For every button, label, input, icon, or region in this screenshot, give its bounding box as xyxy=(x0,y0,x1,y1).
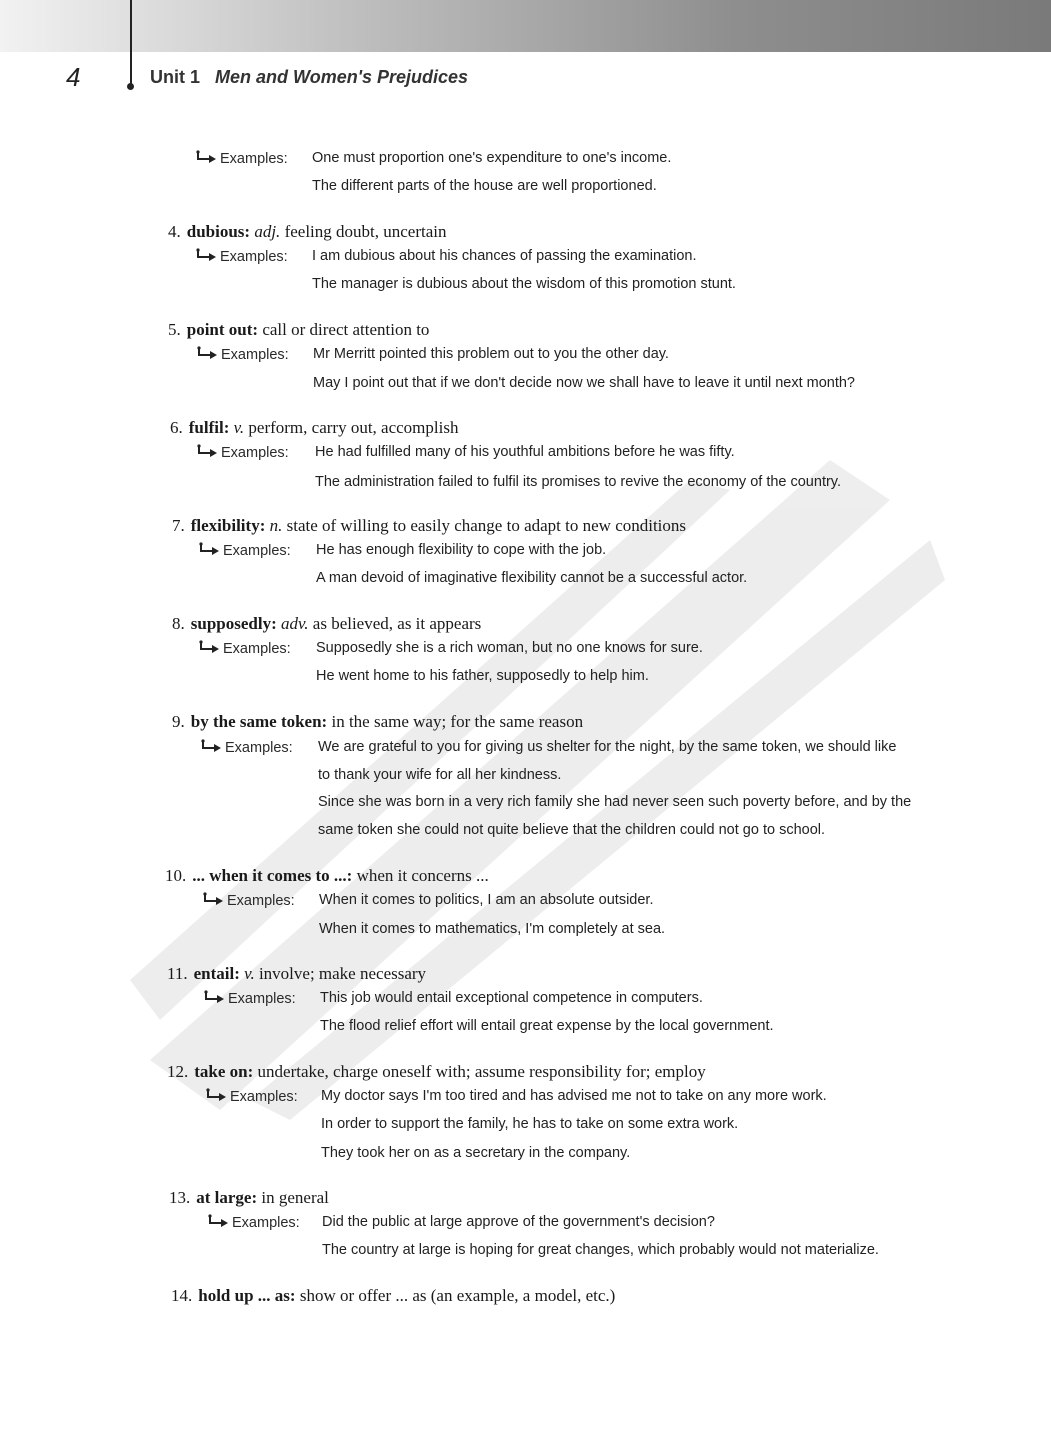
entry-heading xyxy=(168,320,429,340)
entry-definition: state of willing to easily change to adapt to new conditions xyxy=(286,516,687,535)
entry-definition: perform, carry out, accomplish xyxy=(248,418,459,437)
examples-label xyxy=(195,248,288,265)
examples-label-text: Examples: xyxy=(230,1089,298,1105)
entry-term: ... when it comes to ...: xyxy=(192,866,353,885)
arrow-icon xyxy=(207,1214,229,1228)
example-sentence: He has enough flexibility to cope with the job. xyxy=(316,542,607,558)
unit-label: Unit 1 xyxy=(150,67,201,87)
arrow-icon xyxy=(205,1088,227,1102)
arrow-icon xyxy=(200,739,222,753)
example-sentence: In order to support the family, he has to take on some extra work. xyxy=(321,1116,739,1132)
entry-number: 6. xyxy=(170,418,183,437)
examples-label xyxy=(198,542,291,559)
examples-label-text: Examples: xyxy=(221,347,289,363)
entry-definition: feeling doubt, uncertain xyxy=(284,222,447,241)
entry-heading xyxy=(172,614,481,634)
entry-term: supposedly: xyxy=(190,614,277,633)
entry-term: fulfil: xyxy=(188,418,230,437)
examples-label xyxy=(196,346,289,363)
examples-label-text: Examples: xyxy=(225,740,293,756)
examples-label xyxy=(203,990,296,1007)
entry-number: 4. xyxy=(168,222,181,241)
arrow-icon xyxy=(203,990,225,1004)
arrow-icon xyxy=(198,542,220,556)
entry-number: 11. xyxy=(167,964,188,983)
example-sentence: Since she was born in a very rich family she had never seen such poverty before, and by the xyxy=(318,794,912,810)
example-sentence: to thank your wife for all her kindness. xyxy=(318,767,562,783)
example-sentence: This job would entail exceptional competence in computers. xyxy=(320,990,703,1006)
entry-definition: in the same way; for the same reason xyxy=(331,712,584,731)
entry-number: 9. xyxy=(172,712,185,731)
entry-pos: adj. xyxy=(254,222,281,241)
entry-term: dubious: xyxy=(186,222,251,241)
entry-number: 5. xyxy=(168,320,181,339)
entry-heading xyxy=(172,712,583,732)
arrow-icon xyxy=(195,150,217,164)
example-sentence: The flood relief effort will entail great expense by the local government. xyxy=(320,1018,774,1034)
examples-label-text: Examples: xyxy=(220,249,288,265)
entry-definition: involve; make necessary xyxy=(258,964,427,983)
examples-label-text: Examples: xyxy=(227,893,295,909)
page-number: 4 xyxy=(66,62,81,92)
entry-heading xyxy=(168,222,446,242)
entry-definition: undertake, charge oneself with; assume responsibility for; employ xyxy=(257,1062,706,1081)
example-sentence: Mr Merritt pointed this problem out to you the other day. xyxy=(313,346,669,362)
example-sentence: Did the public at large approve of the government's decision? xyxy=(322,1214,715,1230)
arrow-icon xyxy=(198,640,220,654)
unit-title: Men and Women's Prejudices xyxy=(215,67,469,87)
example-sentence: The country at large is hoping for great changes, which probably would not materialize. xyxy=(322,1242,879,1258)
entry-term: flexibility: xyxy=(190,516,266,535)
entry-heading xyxy=(169,1188,329,1208)
arrow-icon xyxy=(196,444,218,458)
entry-term: take on: xyxy=(194,1062,254,1081)
example-sentence: My doctor says I'm too tired and has advised me not to take on any more work. xyxy=(321,1088,827,1104)
entry-heading xyxy=(167,964,426,984)
example-sentence: The manager is dubious about the wisdom of this promotion stunt. xyxy=(312,276,736,292)
entry-term: hold up ... as: xyxy=(198,1286,296,1305)
example-sentence: When it comes to politics, I am an absolute outsider. xyxy=(319,892,654,908)
examples-label-text: Examples: xyxy=(220,151,288,167)
examples-label xyxy=(202,892,295,909)
entry-term: by the same token: xyxy=(190,712,328,731)
entry-pos: v. xyxy=(233,418,245,437)
entry-definition: in general xyxy=(261,1188,329,1207)
entry-definition: call or direct attention to xyxy=(262,320,430,339)
example-sentence: They took her on as a secretary in the company. xyxy=(321,1145,631,1161)
entry-pos: n. xyxy=(269,516,283,535)
example-sentence: One must proportion one's expenditure to one's income. xyxy=(312,150,672,166)
examples-label-text: Examples: xyxy=(223,543,291,559)
arrow-icon xyxy=(196,346,218,360)
entry-pos: v. xyxy=(244,964,255,983)
example-sentence: same token she could not quite believe that the children could not go to school. xyxy=(318,822,826,838)
entry-definition: when it concerns ... xyxy=(356,866,489,885)
examples-label-text: Examples: xyxy=(232,1215,300,1231)
arrow-icon xyxy=(195,248,217,262)
entry-term: entail: xyxy=(193,964,240,983)
examples-label xyxy=(198,640,291,657)
entry-definition: as believed, as it appears xyxy=(312,614,482,633)
entry-heading xyxy=(172,516,686,536)
entry-heading xyxy=(171,1286,615,1306)
example-sentence: When it comes to mathematics, I'm completely at sea. xyxy=(319,921,666,937)
arrow-icon xyxy=(202,892,224,906)
examples-label-text: Examples: xyxy=(223,641,291,657)
entry-number: 12. xyxy=(167,1062,189,1081)
example-sentence: I am dubious about his chances of passing the examination. xyxy=(312,248,697,264)
entry-heading xyxy=(170,418,458,438)
entry-number: 14. xyxy=(171,1286,193,1305)
example-sentence: The different parts of the house are well proportioned. xyxy=(312,178,657,194)
example-sentence: The administration failed to fulfil its promises to revive the economy of the country. xyxy=(315,474,842,490)
example-sentence: He had fulfilled many of his youthful ambitions before he was fifty. xyxy=(315,444,735,460)
entry-heading xyxy=(165,866,489,886)
examples-label xyxy=(200,739,293,756)
entry-number: 7. xyxy=(172,516,185,535)
entry-definition: show or offer ... as (an example, a model, etc.) xyxy=(299,1286,616,1305)
examples-label xyxy=(195,150,288,167)
example-sentence: We are grateful to you for giving us shelter for the night, by the same token, we should like xyxy=(318,739,897,755)
examples-label xyxy=(196,444,289,461)
entry-number: 8. xyxy=(172,614,185,633)
example-sentence: Supposedly she is a rich woman, but no one knows for sure. xyxy=(316,640,703,656)
example-sentence: May I point out that if we don't decide now we shall have to leave it until next month? xyxy=(313,375,856,391)
example-sentence: He went home to his father, supposedly to help him. xyxy=(316,668,649,684)
examples-label-text: Examples: xyxy=(221,445,289,461)
examples-label xyxy=(207,1214,300,1231)
example-sentence: A man devoid of imaginative flexibility cannot be a successful actor. xyxy=(316,570,748,586)
entry-number: 10. xyxy=(165,866,187,885)
entry-number: 13. xyxy=(169,1188,191,1207)
entry-pos: adv. xyxy=(280,614,309,633)
entry-term: at large: xyxy=(196,1188,258,1207)
entry-heading xyxy=(167,1062,706,1082)
entry-term: point out: xyxy=(186,320,259,339)
examples-label-text: Examples: xyxy=(228,991,296,1007)
examples-label xyxy=(205,1088,298,1105)
